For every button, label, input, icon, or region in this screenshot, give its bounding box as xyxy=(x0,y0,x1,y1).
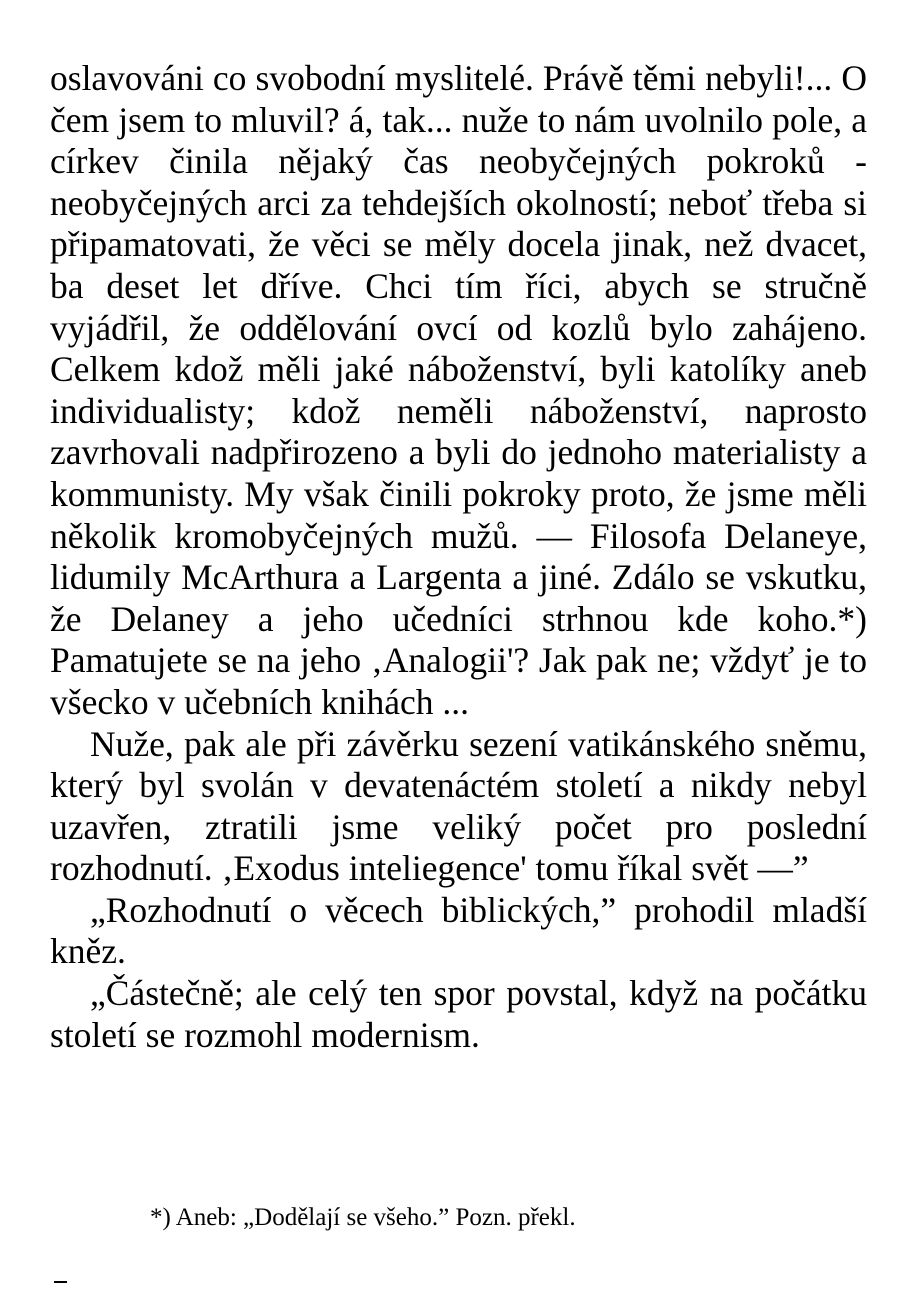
page-mark xyxy=(54,1281,67,1283)
paragraph-1: oslavováni co svobodní myslitelé. Právě těmi nebyli!... O čem jsem to mluvil? á, tak... nuže to nám uvolnilo pole, a církev činila nějaký čas neobyčejných pokroků - neobyčejných arci za tehdejších okolností; neboť třeba si připamatovati, že věci se měly docela jinak, než dvacet, ba deset let dříve. Chci tím říci, abych se stručně vyjádřil, že oddělování ovcí od kozlů bylo zahájeno. Celkem kdož měli jaké náboženství, byli katolíky aneb individualisty; kdož neměli náboženství, naprosto zavrhovali nadpřirozeno a byli do jednoho materialisty a kommunisty. My však činili pokroky proto, že jsme měli několik kromobyčejných mužů. — Filosofa Delaneye, lidumily McArthura a Largenta a jiné. Zdálo se vskutku, že Delaney a jeho učedníci strhnou kde koho.*) Pamatujete se na jeho ‚Analogii'? Jak pak ne; vždyť je to všecko v učebních knihách ... xyxy=(50,58,867,722)
paragraph-3: „Rozhodnutí o věcech biblických,” prohodil mladší kněz. xyxy=(50,889,867,972)
page-body xyxy=(50,58,867,1056)
paragraph-2: Nuže, pak ale při závěrku sezení vatikánského sněmu, který byl svolán v devatenáctém století a nikdy nebyl uzavřen, ztratili jsme veliký počet pro poslední rozhodnutí. ‚Exodus inteliegence' tomu říkal svět —” xyxy=(50,723,867,889)
footnote: *) Aneb: „Dodělají se všeho.” Pozn. překl. xyxy=(150,1204,576,1231)
paragraph-4: „Částečně; ale celý ten spor povstal, když na počátku století se rozmohl modernism. xyxy=(50,973,867,1055)
